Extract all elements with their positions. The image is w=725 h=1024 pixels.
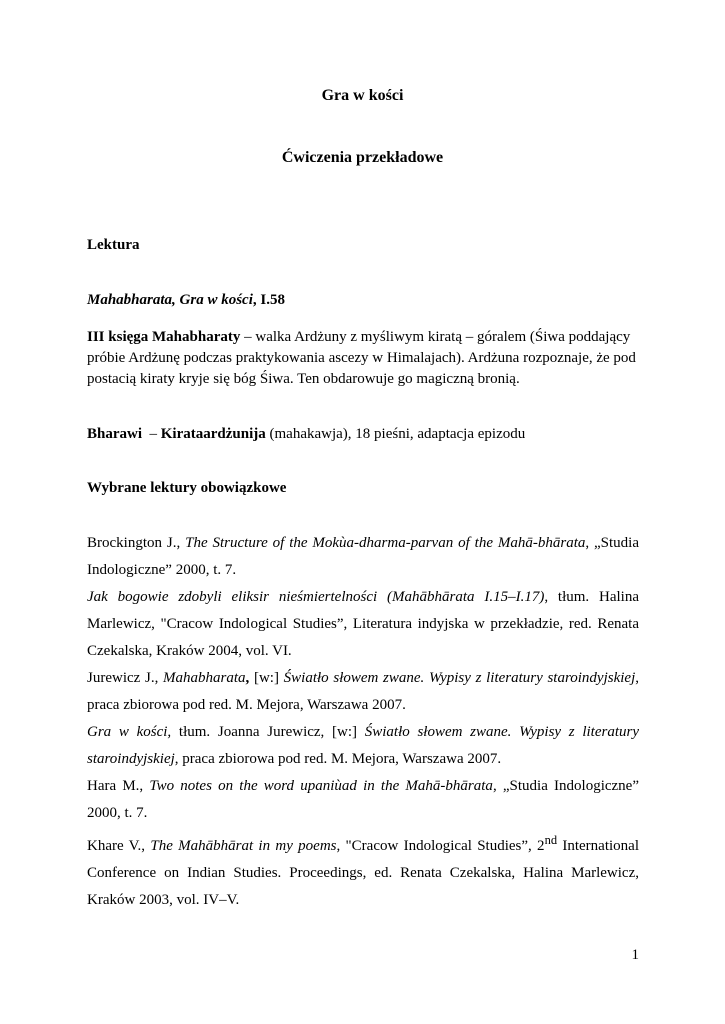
entry-title: The Mahābhārat in my poems <box>150 838 337 854</box>
entry-title: The Structure of the Mokùa-dharma-parvan of the Mahā-bhārata <box>185 535 586 551</box>
mahabharata-reference <box>87 290 639 311</box>
page-subtitle: Ćwiczenia przekładowe <box>281 149 444 166</box>
bibliography-entry <box>87 827 639 914</box>
section-heading-lektura: Lektura <box>87 237 140 253</box>
entry-details: , „Studia Indologiczne” 2000, t. 7. <box>87 535 639 578</box>
bharawi-description: (mahakawja), 18 pieśni, adaptacja epizodu <box>265 426 526 442</box>
entry-publication: , praca zbiorowa pod red. M. Mejora, Warszawa 2007. <box>174 751 502 767</box>
bharawi-work: Kirataardżunija <box>160 426 266 442</box>
bibliography-entry <box>87 773 639 827</box>
mahabharata-ref: , I.58 <box>252 292 285 308</box>
entry-title: Gra w kości, <box>87 724 172 740</box>
book3-paragraph <box>87 327 639 390</box>
bharawi-author: Bharawi <box>87 426 143 442</box>
entry-publication: , praca zbiorowa pod red. M. Mejora, Warszawa 2007. <box>87 670 639 713</box>
entry-details: , tłum. Halina Marlewicz, "Cracow Indological Studies”, Literatura indyjska w przekładzie, red. Renata Czekalska, Kraków 2004, vol. VI. <box>87 589 639 659</box>
entry-details: tłum. Joanna Jurewicz, [w:] <box>171 724 365 740</box>
book3-description: – walka Ardżuny z myśliwym kiratą – góralem (Śiwa poddający próbie Ardżunę podczas praktykowania ascezy w Himalajach). Ardżuna rozpoznaje, że pod postacią kiraty kryje się bóg Śiwa. Ten obdarowuje go magiczną bronią. <box>87 329 636 387</box>
book3-title: III księga Mahabharaty <box>87 329 241 345</box>
page-number: 1 <box>631 947 639 963</box>
bibliography-entry <box>87 584 639 665</box>
bibliography-entry <box>87 665 639 719</box>
entry-superscript: nd <box>544 833 558 847</box>
entry-author: Jurewicz J., <box>87 670 164 686</box>
entry-details: [w:] <box>249 670 284 686</box>
entry-collection-title: Światło słowem zwane. Wypisy z literatury staroindyjskiej <box>283 670 636 686</box>
entry-author: Brockington J., <box>87 535 186 551</box>
page-title: Gra w kości <box>321 87 404 104</box>
entry-title: Two notes on the word upaniùad in the Mahā-bhārata <box>149 778 493 794</box>
bibliography-entry <box>87 530 639 584</box>
entry-title: Mahabharata <box>163 670 246 686</box>
entry-comma: , <box>245 670 250 686</box>
entry-collection-title: Światło słowem zwane. Wypisy z literatury staroindyjskiej <box>87 724 640 767</box>
entry-title: Jak bogowie zdobyli eliksir nieśmiertelności (Mahābhārata I.15–I.17) <box>87 589 545 605</box>
entry-author: Khare V., <box>87 838 151 854</box>
entry-details: , „Studia Indologiczne” 2000, t. 7. <box>87 778 639 821</box>
bharawi-dash: – <box>142 426 161 442</box>
entry-author: Hara M., <box>87 778 150 794</box>
bibliography-entry <box>87 719 639 773</box>
mahabharata-title: Mahabharata, Gra w kości <box>87 292 253 308</box>
bharawi-paragraph <box>87 424 639 445</box>
bibliography-list <box>87 530 639 914</box>
section-heading-reading: Wybrane lektury obowiązkowe <box>87 480 287 496</box>
entry-publication: International Conference on Indian Studies. Proceedings, ed. Renata Czekalska, Halina Marlewicz, Kraków 2003, vol. IV–V. <box>87 838 639 908</box>
entry-details: , "Cracow Indological Studies”, 2 <box>336 838 545 854</box>
